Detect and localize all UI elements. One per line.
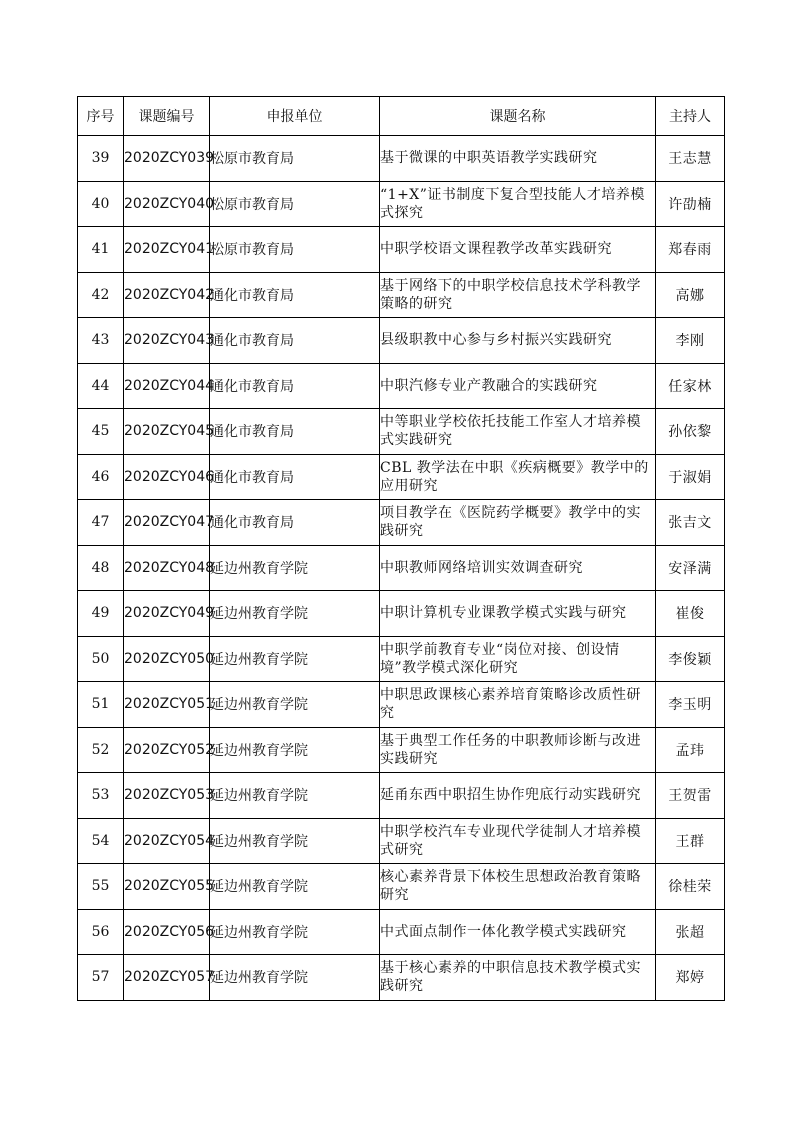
cell-seq: 54 — [78, 818, 124, 864]
project-table — [77, 96, 725, 1001]
cell-seq: 55 — [78, 864, 124, 910]
cell-host: 李刚 — [656, 318, 725, 364]
table-row — [78, 682, 725, 728]
cell-seq: 43 — [78, 318, 124, 364]
cell-code: 2020ZCY057 — [124, 955, 210, 1001]
cell-unit: 通化市教育局 — [210, 454, 380, 500]
cell-seq: 46 — [78, 454, 124, 500]
cell-seq: 39 — [78, 136, 124, 182]
table-row — [78, 136, 725, 182]
header-seq: 序号 — [78, 97, 124, 136]
cell-seq: 49 — [78, 591, 124, 637]
cell-host: 郑婷 — [656, 955, 725, 1001]
cell-host: 徐桂荣 — [656, 864, 725, 910]
cell-host: 许劭楠 — [656, 181, 725, 227]
cell-code: 2020ZCY053 — [124, 773, 210, 819]
cell-seq: 45 — [78, 409, 124, 455]
cell-host: 张超 — [656, 909, 725, 955]
cell-title: 中职学前教育专业“岗位对接、创设情境”教学模式深化研究 — [380, 636, 656, 682]
cell-host: 高娜 — [656, 272, 725, 318]
header-code: 课题编号 — [124, 97, 210, 136]
cell-unit: 延边州教育学院 — [210, 545, 380, 591]
cell-unit: 延边州教育学院 — [210, 773, 380, 819]
table-row — [78, 636, 725, 682]
cell-seq: 48 — [78, 545, 124, 591]
cell-code: 2020ZCY052 — [124, 727, 210, 773]
cell-unit: 松原市教育局 — [210, 227, 380, 273]
cell-title: “1+X”证书制度下复合型技能人才培养模式探究 — [380, 181, 656, 227]
cell-seq: 56 — [78, 909, 124, 955]
table-header-row — [78, 97, 725, 136]
cell-host: 任家林 — [656, 363, 725, 409]
table-row — [78, 909, 725, 955]
cell-title: 中式面点制作一体化教学模式实践研究 — [380, 909, 656, 955]
cell-unit: 延边州教育学院 — [210, 864, 380, 910]
cell-unit: 松原市教育局 — [210, 181, 380, 227]
cell-host: 王贺雷 — [656, 773, 725, 819]
table-row — [78, 454, 725, 500]
cell-code: 2020ZCY045 — [124, 409, 210, 455]
cell-code: 2020ZCY046 — [124, 454, 210, 500]
cell-host: 王志慧 — [656, 136, 725, 182]
cell-title: 基于网络下的中职学校信息技术学科教学策略的研究 — [380, 272, 656, 318]
cell-unit: 松原市教育局 — [210, 136, 380, 182]
cell-host: 孙依黎 — [656, 409, 725, 455]
table-row — [78, 363, 725, 409]
table-row — [78, 227, 725, 273]
cell-host: 崔俊 — [656, 591, 725, 637]
cell-code: 2020ZCY039 — [124, 136, 210, 182]
cell-unit: 延边州教育学院 — [210, 909, 380, 955]
cell-unit: 通化市教育局 — [210, 363, 380, 409]
cell-code: 2020ZCY041 — [124, 227, 210, 273]
cell-seq: 51 — [78, 682, 124, 728]
cell-code: 2020ZCY044 — [124, 363, 210, 409]
table-row — [78, 773, 725, 819]
table-row — [78, 545, 725, 591]
cell-code: 2020ZCY042 — [124, 272, 210, 318]
cell-unit: 延边州教育学院 — [210, 727, 380, 773]
cell-seq: 41 — [78, 227, 124, 273]
cell-title: 县级职教中心参与乡村振兴实践研究 — [380, 318, 656, 364]
cell-host: 李玉明 — [656, 682, 725, 728]
cell-title: 中等职业学校依托技能工作室人才培养模式实践研究 — [380, 409, 656, 455]
table-row — [78, 318, 725, 364]
cell-seq: 50 — [78, 636, 124, 682]
cell-seq: 40 — [78, 181, 124, 227]
cell-code: 2020ZCY056 — [124, 909, 210, 955]
cell-host: 安泽满 — [656, 545, 725, 591]
cell-unit: 延边州教育学院 — [210, 591, 380, 637]
cell-unit: 延边州教育学院 — [210, 818, 380, 864]
cell-host: 郑春雨 — [656, 227, 725, 273]
cell-seq: 57 — [78, 955, 124, 1001]
table-row — [78, 818, 725, 864]
cell-code: 2020ZCY047 — [124, 500, 210, 546]
cell-title: 基于典型工作任务的中职教师诊断与改进实践研究 — [380, 727, 656, 773]
cell-code: 2020ZCY048 — [124, 545, 210, 591]
cell-title: 基于核心素养的中职信息技术教学模式实践研究 — [380, 955, 656, 1001]
cell-title: 中职教师网络培训实效调查研究 — [380, 545, 656, 591]
cell-host: 王群 — [656, 818, 725, 864]
table-row — [78, 955, 725, 1001]
table-row — [78, 500, 725, 546]
cell-title: 中职学校语文课程教学改革实践研究 — [380, 227, 656, 273]
cell-unit: 通化市教育局 — [210, 500, 380, 546]
cell-seq: 47 — [78, 500, 124, 546]
cell-host: 李俊颖 — [656, 636, 725, 682]
table-row — [78, 727, 725, 773]
cell-code: 2020ZCY049 — [124, 591, 210, 637]
table-body — [78, 136, 725, 1001]
table-row — [78, 181, 725, 227]
cell-host: 于淑娟 — [656, 454, 725, 500]
cell-unit: 延边州教育学院 — [210, 682, 380, 728]
cell-unit: 延边州教育学院 — [210, 955, 380, 1001]
cell-title: 核心素养背景下体校生思想政治教育策略研究 — [380, 864, 656, 910]
cell-title: CBL 教学法在中职《疾病概要》教学中的应用研究 — [380, 454, 656, 500]
cell-title: 中职计算机专业课教学模式实践与研究 — [380, 591, 656, 637]
cell-host: 张吉文 — [656, 500, 725, 546]
cell-code: 2020ZCY043 — [124, 318, 210, 364]
cell-title: 项目教学在《医院药学概要》教学中的实践研究 — [380, 500, 656, 546]
cell-unit: 通化市教育局 — [210, 409, 380, 455]
cell-unit: 延边州教育学院 — [210, 636, 380, 682]
header-title: 课题名称 — [380, 97, 656, 136]
cell-code: 2020ZCY050 — [124, 636, 210, 682]
cell-title: 中职思政课核心素养培育策略诊改质性研究 — [380, 682, 656, 728]
table-row — [78, 864, 725, 910]
cell-seq: 52 — [78, 727, 124, 773]
header-host: 主持人 — [656, 97, 725, 136]
cell-seq: 44 — [78, 363, 124, 409]
cell-seq: 53 — [78, 773, 124, 819]
cell-unit: 通化市教育局 — [210, 272, 380, 318]
cell-host: 孟玮 — [656, 727, 725, 773]
table-row — [78, 272, 725, 318]
cell-code: 2020ZCY054 — [124, 818, 210, 864]
cell-code: 2020ZCY040 — [124, 181, 210, 227]
header-unit: 申报单位 — [210, 97, 380, 136]
cell-title: 基于微课的中职英语教学实践研究 — [380, 136, 656, 182]
cell-unit: 通化市教育局 — [210, 318, 380, 364]
cell-code: 2020ZCY051 — [124, 682, 210, 728]
table-row — [78, 409, 725, 455]
cell-code: 2020ZCY055 — [124, 864, 210, 910]
cell-seq: 42 — [78, 272, 124, 318]
cell-title: 中职汽修专业产教融合的实践研究 — [380, 363, 656, 409]
table-row — [78, 591, 725, 637]
cell-title: 中职学校汽车专业现代学徒制人才培养模式研究 — [380, 818, 656, 864]
cell-title: 延甬东西中职招生协作兜底行动实践研究 — [380, 773, 656, 819]
